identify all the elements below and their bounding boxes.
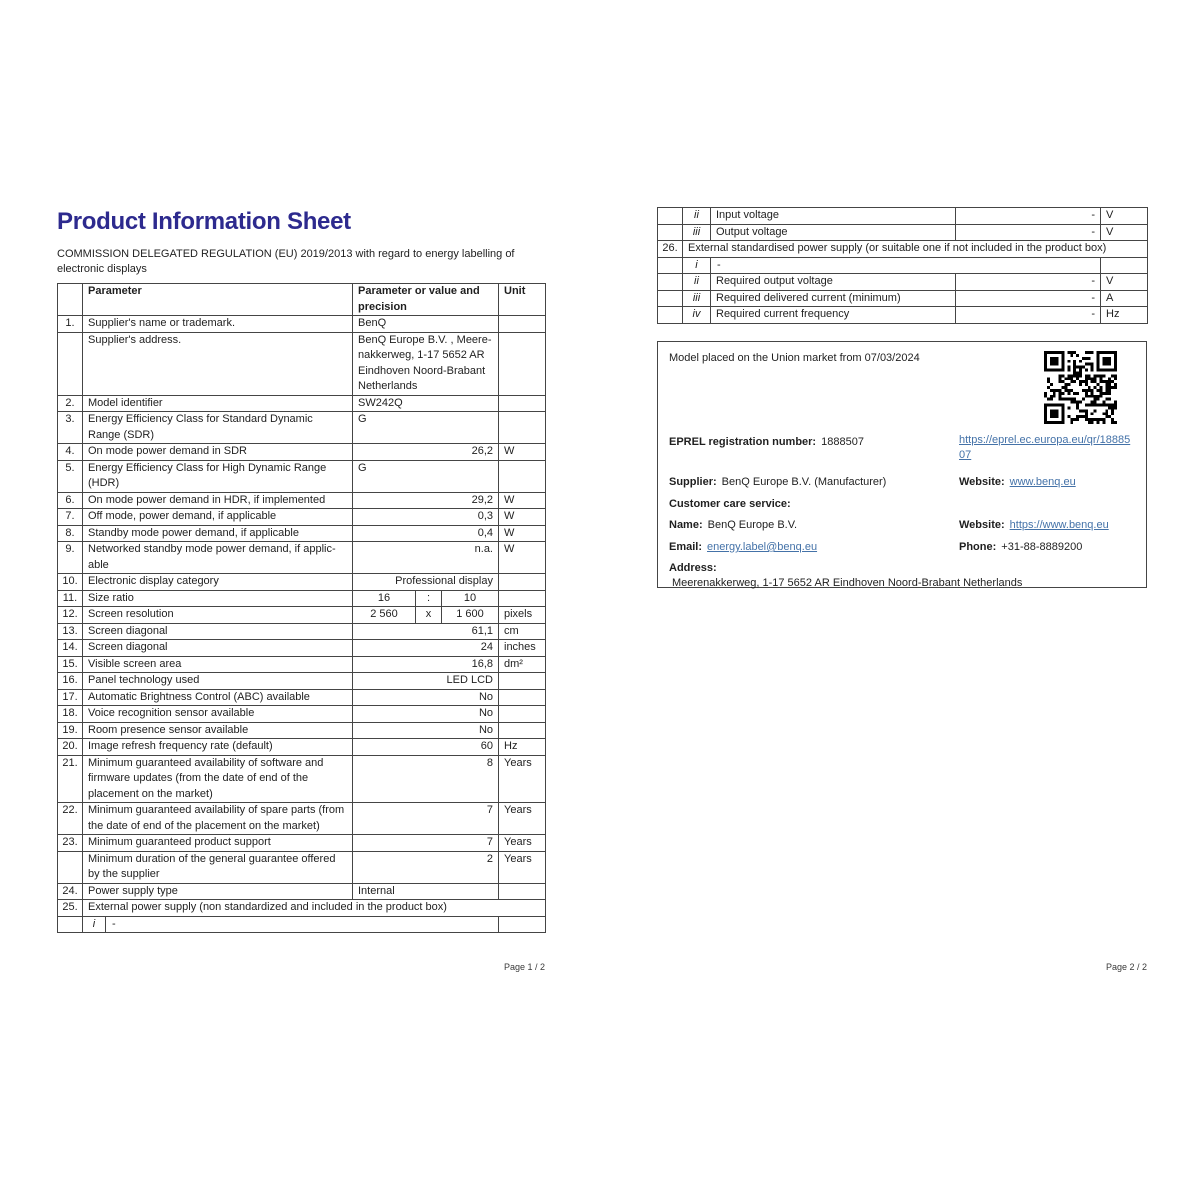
cell-value: 29,2 <box>353 493 499 510</box>
cell-parameter: Required delivered current (minimum) <box>711 291 956 308</box>
cell-number: 15. <box>58 657 83 674</box>
cell-value: - <box>956 274 1101 291</box>
cell-value: 61,1 <box>353 624 499 641</box>
cell-number: 5. <box>58 461 83 493</box>
cell-parameter: Required output voltage <box>711 274 956 291</box>
cell-number: 18. <box>58 706 83 723</box>
cell-parameter: Room presence sensor available <box>83 723 353 740</box>
table-row <box>58 574 546 591</box>
table-row <box>58 542 546 574</box>
cell-unit: pixels <box>499 607 546 624</box>
eprel-registration-line <box>669 435 864 449</box>
cell-number: 22. <box>58 803 83 835</box>
table-row <box>58 900 546 917</box>
cell-value: LED LCD <box>353 673 499 690</box>
cell-value: - <box>956 291 1101 308</box>
address-value: Meerenakkerweg, 1-17 5652 AR Eindhoven Noord-Brabant Netherlands <box>672 577 1023 589</box>
cell-parameter: External power supply (non standardized and included in the product box) <box>83 900 546 917</box>
cell-parameter: Supplier's name or trademark. <box>83 316 353 333</box>
page1-footer: Page 1 / 2 <box>503 962 545 972</box>
cell-unit <box>499 884 546 901</box>
qr-code-icon <box>1044 351 1117 424</box>
cell-unit: inches <box>499 640 546 657</box>
cell-parameter: Automatic Brightness Control (ABC) available <box>83 690 353 707</box>
cell-parameter: Screen diagonal <box>83 640 353 657</box>
cell-parameter: Output voltage <box>711 225 956 242</box>
cell-unit <box>499 316 546 333</box>
cell-parameter: Image refresh frequency rate (default) <box>83 739 353 756</box>
model-placed-text: Model placed on the Union market from 07/03/2024 <box>669 352 920 364</box>
website-line <box>959 475 1076 489</box>
table-header-row <box>58 284 546 316</box>
cell-value: 7 <box>353 803 499 835</box>
table-row <box>58 396 546 413</box>
cell-value: 10 <box>442 591 499 608</box>
cell-parameter: Size ratio <box>83 591 353 608</box>
header-cell-parameter: Parameter <box>83 284 353 316</box>
name-line <box>669 518 797 532</box>
cell-value-separator: : <box>416 591 442 608</box>
table-row <box>58 591 546 608</box>
table-row <box>58 461 546 493</box>
cell-unit: Hz <box>499 739 546 756</box>
cell-parameter: Visible screen area <box>83 657 353 674</box>
info-box <box>657 341 1147 588</box>
name-value: BenQ Europe B.V. <box>707 519 798 531</box>
cell-unit <box>499 591 546 608</box>
cell-parameter: Minimum guaranteed availability of spare parts (from the date of end of the placement on the market) <box>83 803 353 835</box>
cell-parameter: Minimum guaranteed product support <box>83 835 353 852</box>
cell-roman-numeral: iii <box>683 291 711 308</box>
product-info-table-page1 <box>57 283 546 933</box>
cell-parameter: Voice recognition sensor available <box>83 706 353 723</box>
cell-value: No <box>353 690 499 707</box>
table-row <box>658 241 1148 258</box>
cell-value: 60 <box>353 739 499 756</box>
supplier-value: BenQ Europe B.V. (Manufacturer) <box>721 476 887 488</box>
cell-parameter: Model identifier <box>83 396 353 413</box>
cell-unit <box>499 673 546 690</box>
website-label: Website: <box>959 476 1005 488</box>
cell-value: - <box>956 208 1101 225</box>
eprel-link[interactable]: https://eprel.ec.europa.eu/qr/1888507 <box>959 434 1131 461</box>
cell-unit <box>499 706 546 723</box>
cell-unit: V <box>1101 274 1148 291</box>
page2-footer: Page 2 / 2 <box>1105 962 1147 972</box>
email-line <box>669 540 817 554</box>
cell-number: 24. <box>58 884 83 901</box>
cell-number <box>658 258 683 275</box>
cell-value: - <box>956 225 1101 242</box>
cell-number <box>658 307 683 324</box>
table-body-page1 <box>58 316 546 933</box>
cell-value: No <box>353 706 499 723</box>
table-row <box>658 208 1148 225</box>
table-row <box>58 706 546 723</box>
cell-unit: W <box>499 542 546 574</box>
cell-unit: A <box>1101 291 1148 308</box>
supplier-line <box>669 475 886 489</box>
cell-unit: cm <box>499 624 546 641</box>
website-link[interactable]: www.benq.eu <box>1009 476 1076 488</box>
cell-parameter: Electronic display category <box>83 574 353 591</box>
table-row <box>658 274 1148 291</box>
header-cell-unit: Unit <box>499 284 546 316</box>
cell-unit: W <box>499 444 546 461</box>
cell-number: 26. <box>658 241 683 258</box>
header-cell-number <box>58 284 83 316</box>
cell-number: 25. <box>58 900 83 917</box>
cell-number: 12. <box>58 607 83 624</box>
cell-value: BenQ Europe B.V. , Meerenakkerweg, 1-17 5652 AR Eindhoven Noord-Brabant Netherlands <box>353 333 499 396</box>
address-heading: Address: <box>669 562 717 574</box>
cell-number <box>658 208 683 225</box>
cell-value: BenQ <box>353 316 499 333</box>
cell-unit <box>499 333 546 396</box>
cell-number: 16. <box>58 673 83 690</box>
cell-unit <box>499 412 546 444</box>
cell-unit: Years <box>499 803 546 835</box>
table-row <box>58 723 546 740</box>
customer-care-heading: Customer care service: <box>669 498 791 510</box>
cell-parameter: Screen diagonal <box>83 624 353 641</box>
cell-unit <box>499 461 546 493</box>
cell-parameter: Energy Efficiency Class for Standard Dynamic Range (SDR) <box>83 412 353 444</box>
cell-number: 20. <box>58 739 83 756</box>
cell-value: 2 560 <box>353 607 416 624</box>
cell-number: 10. <box>58 574 83 591</box>
cell-roman-numeral: i <box>83 917 106 934</box>
website2-line <box>959 518 1109 532</box>
cell-unit <box>499 690 546 707</box>
table-row <box>58 333 546 396</box>
table-row <box>58 444 546 461</box>
cell-parameter: Standby mode power demand, if applicable <box>83 526 353 543</box>
cell-roman-numeral: iv <box>683 307 711 324</box>
cell-number: 23. <box>58 835 83 852</box>
cell-number: 19. <box>58 723 83 740</box>
cell-value: - <box>106 917 499 934</box>
cell-value: Internal <box>353 884 499 901</box>
cell-value: 16 <box>353 591 416 608</box>
cell-number <box>658 274 683 291</box>
cell-unit: Years <box>499 756 546 804</box>
cell-number: 3. <box>58 412 83 444</box>
eprel-label: EPREL registration number: <box>669 436 817 448</box>
cell-value: 7 <box>353 835 499 852</box>
cell-unit: W <box>499 509 546 526</box>
cell-number <box>658 225 683 242</box>
cell-value: 26,2 <box>353 444 499 461</box>
eprel-value: 1888507 <box>821 436 864 448</box>
cell-unit: Years <box>499 852 546 884</box>
cell-number <box>58 917 83 934</box>
table-row <box>58 884 546 901</box>
phone-value: +31-88-8889200 <box>1001 541 1083 553</box>
cell-number: 14. <box>58 640 83 657</box>
eprel-link-wrap <box>959 433 1131 463</box>
cell-roman-numeral: iii <box>683 225 711 242</box>
cell-number: 11. <box>58 591 83 608</box>
cell-parameter: External standardised power supply (or suitable one if not included in the product box) <box>683 241 1148 258</box>
cell-number: 2. <box>58 396 83 413</box>
email-label: Email: <box>669 541 703 553</box>
table-row <box>58 607 546 624</box>
cell-value: 1 600 <box>442 607 499 624</box>
cell-number: 7. <box>58 509 83 526</box>
cell-roman-numeral: ii <box>683 274 711 291</box>
phone-label: Phone: <box>959 541 997 553</box>
table-row <box>58 657 546 674</box>
cell-parameter: Input voltage <box>711 208 956 225</box>
cell-unit: V <box>1101 208 1148 225</box>
email-link[interactable]: energy.label@benq.eu <box>707 541 818 553</box>
cell-value: 8 <box>353 756 499 804</box>
table-row <box>58 690 546 707</box>
cell-value: No <box>353 723 499 740</box>
table-row <box>658 258 1148 275</box>
table-body-page2 <box>658 208 1148 324</box>
table-row <box>58 526 546 543</box>
table-row <box>58 412 546 444</box>
cell-roman-numeral: i <box>683 258 711 275</box>
cell-unit: dm² <box>499 657 546 674</box>
cell-unit: W <box>499 493 546 510</box>
cell-value: 0,3 <box>353 509 499 526</box>
cell-value: - <box>956 307 1101 324</box>
cell-parameter: Off mode, power demand, if applicable <box>83 509 353 526</box>
cell-unit <box>499 574 546 591</box>
cell-parameter: Supplier's address. <box>83 333 353 396</box>
cell-unit: W <box>499 526 546 543</box>
cell-number <box>58 852 83 884</box>
cell-number: 6. <box>58 493 83 510</box>
table-row <box>58 917 546 934</box>
cell-value-separator: x <box>416 607 442 624</box>
cell-value: 0,4 <box>353 526 499 543</box>
cell-number: 17. <box>58 690 83 707</box>
cell-parameter: Panel technology used <box>83 673 353 690</box>
table-row <box>58 739 546 756</box>
cell-unit: V <box>1101 225 1148 242</box>
table-row <box>58 640 546 657</box>
table-row <box>58 509 546 526</box>
cell-number: 1. <box>58 316 83 333</box>
table-row <box>58 852 546 884</box>
cell-unit <box>499 723 546 740</box>
cell-value: Professional display <box>353 574 499 591</box>
table-row <box>658 225 1148 242</box>
cell-number <box>658 291 683 308</box>
cell-unit <box>499 396 546 413</box>
cell-number: 13. <box>58 624 83 641</box>
cell-value: G <box>353 461 499 493</box>
table-row <box>58 673 546 690</box>
cell-parameter: Networked standby mode power demand, if applicable <box>83 542 353 574</box>
cell-parameter: On mode power demand in HDR, if implemented <box>83 493 353 510</box>
cell-value: n.a. <box>353 542 499 574</box>
cell-parameter: Screen resolution <box>83 607 353 624</box>
cell-parameter: Power supply type <box>83 884 353 901</box>
table-row <box>58 624 546 641</box>
table-row <box>58 756 546 804</box>
table-row <box>58 316 546 333</box>
cell-parameter: Energy Efficiency Class for High Dynamic Range (HDR) <box>83 461 353 493</box>
header-cell-value: Parameter or value and precision <box>353 284 499 316</box>
cell-unit <box>499 917 546 934</box>
cell-value: 16,8 <box>353 657 499 674</box>
phone-line <box>959 540 1082 554</box>
cell-value: 24 <box>353 640 499 657</box>
website2-link[interactable]: https://www.benq.eu <box>1009 519 1109 531</box>
cell-number: 21. <box>58 756 83 804</box>
cell-unit <box>1101 258 1148 275</box>
cell-value: G <box>353 412 499 444</box>
supplier-label: Supplier: <box>669 476 717 488</box>
cell-number: 4. <box>58 444 83 461</box>
product-info-table-page2 <box>657 207 1148 324</box>
cell-unit: Years <box>499 835 546 852</box>
cell-value: - <box>711 258 1101 275</box>
table-row <box>58 493 546 510</box>
table-row <box>658 291 1148 308</box>
cell-value: 2 <box>353 852 499 884</box>
cell-number: 9. <box>58 542 83 574</box>
cell-parameter: Minimum guaranteed availability of software and firmware updates (from the date of end of the placement on the market) <box>83 756 353 804</box>
page-title: Product Information Sheet <box>57 208 351 235</box>
table-row <box>658 307 1148 324</box>
cell-number <box>58 333 83 396</box>
cell-parameter: Required current frequency <box>711 307 956 324</box>
table-row <box>58 803 546 835</box>
cell-number: 8. <box>58 526 83 543</box>
cell-roman-numeral: ii <box>683 208 711 225</box>
table-row <box>58 835 546 852</box>
cell-parameter: Minimum duration of the general guarantee offered by the supplier <box>83 852 353 884</box>
website2-label: Website: <box>959 519 1005 531</box>
cell-parameter: On mode power demand in SDR <box>83 444 353 461</box>
cell-unit: Hz <box>1101 307 1148 324</box>
page-subtitle: COMMISSION DELEGATED REGULATION (EU) 2019/2013 with regard to energy labelling of electronic displays <box>57 248 515 275</box>
cell-value: SW242Q <box>353 396 499 413</box>
name-label: Name: <box>669 519 703 531</box>
